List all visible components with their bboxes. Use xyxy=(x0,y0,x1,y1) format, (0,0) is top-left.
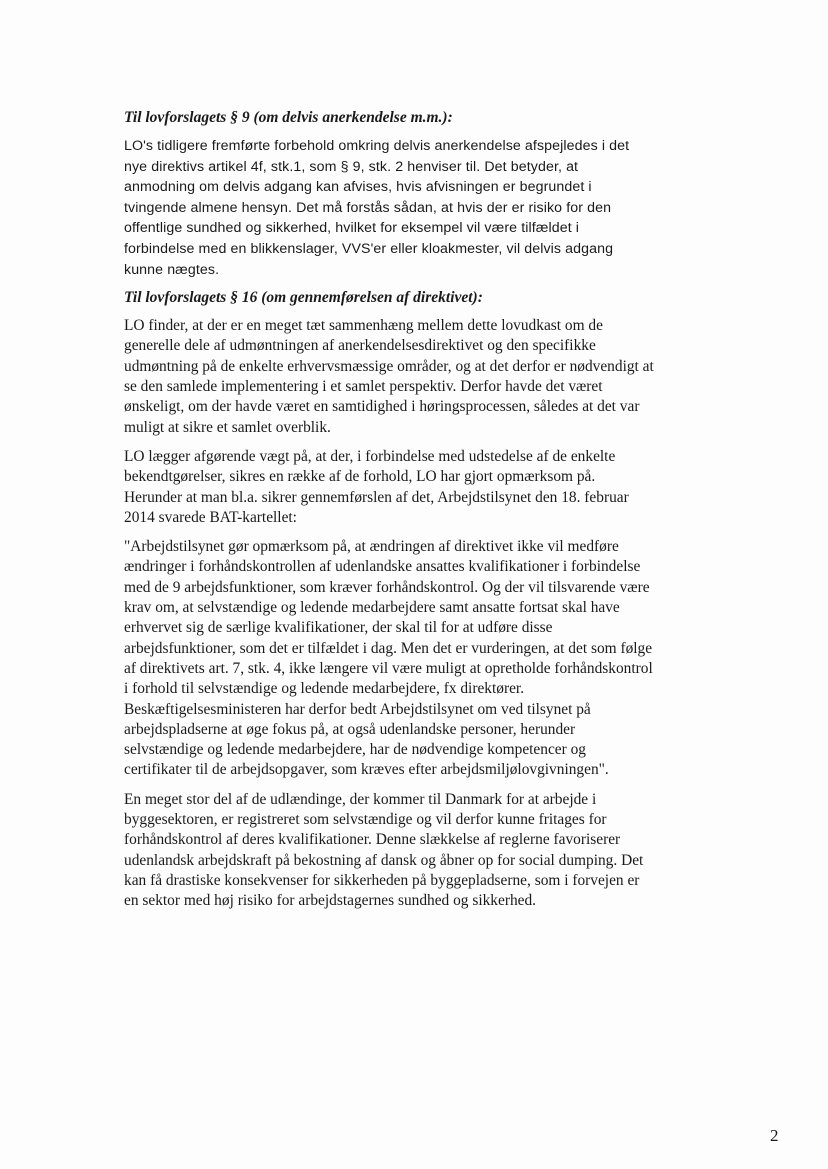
text-line: tvingende almene hensyn. Det må forstås sådan, at hvis der er risiko for den xyxy=(124,199,612,216)
text-line: ønskeligt, om der havde været en samtidighed i høringsprocessen, således at det var xyxy=(124,398,640,416)
text-line: krav om, at selvstændige og ledende medarbejdere samt ansatte fortsat skal have xyxy=(124,599,620,617)
text-line: 2014 svarede BAT-kartellet: xyxy=(124,508,297,526)
text-line: byggesektoren, er registreret som selvstændige og vil derfor kunne fritages for xyxy=(124,810,607,828)
paragraph-sammenhaeng xyxy=(124,316,706,438)
text-line: ændringer i forhåndskontrollen af udenlandske ansattes kvalifikationer i forbindelse xyxy=(124,558,641,576)
text-line: forhåndskontrol af deres kvalifikationer. Denne slækkelse af reglerne favoriserer xyxy=(124,831,621,849)
paragraph-afgoerende-vaegt xyxy=(124,447,706,528)
text-line: erhvervet sig de særlige kvalifikationer, der skal til for at udføre disse xyxy=(124,619,553,637)
paragraph-quote-arbejdstilsynet xyxy=(124,537,706,781)
text-line: muligt at sikre et samlet overblik. xyxy=(124,418,331,436)
text-line: En meget stor del af de udlændinge, der kommer til Danmark for at arbejde i xyxy=(124,790,597,808)
document-body xyxy=(124,108,706,911)
text-line: certifikater til de arbejdsopgaver, som kræves efter arbejdsmiljølovgivningen". xyxy=(124,761,609,779)
text-line: generelle dele af udmøntningen af anerkendelsesdirektivet og den specifikke xyxy=(124,337,596,355)
text-line: offentlige sundhed og sikkerhed, hvilket for eksempel vil være tilfældet i xyxy=(124,220,580,237)
text-line: arbejdsfunktioner, som det er tilfældet i dag. Men det er vurderingen, at det som følge xyxy=(124,639,653,657)
text-line: anmodning om delvis adgang kan afvises, hvis afvisningen er begrundet i xyxy=(124,179,592,196)
text-line: nye direktivs artikel 4f, stk.1, som § 9, stk. 2 henviser til. Det betyder, at xyxy=(124,158,579,175)
page-number: 2 xyxy=(770,1126,779,1145)
paragraph-udlaendinge xyxy=(124,790,706,912)
text-line: arbejdspladserne at øge fokus på, at også udenlandske personer, herunder xyxy=(124,720,576,738)
section-heading-9: Til lovforslagets § 9 (om delvis anerkendelse m.m.): xyxy=(124,109,453,126)
text-line: af direktivets art. 7, stk. 4, ikke længere vil være muligt at opretholde forhåndskontrol xyxy=(124,659,653,677)
text-line: kan få drastiske konsekvenser for sikkerheden på byggepladserne, som i forvejen er xyxy=(124,871,640,889)
text-line: se den samlede implementering i et samlet perspektiv. Derfor havde det været xyxy=(124,378,603,396)
text-line: "Arbejdstilsynet gør opmærksom på, at ændringen af direktivet ikke vil medføre xyxy=(124,538,619,556)
text-line: kunne nægtes. xyxy=(124,261,220,278)
text-line: udenlandsk arbejdskraft på bekostning af dansk og åbner op for social dumping. Det xyxy=(124,851,644,869)
text-line: udmøntning på de enkelte erhvervsmæssige områder, og at det derfor er nødvendigt at xyxy=(124,357,654,375)
text-line: LO finder, at der er en meget tæt sammenhæng mellem dette lovudkast om de xyxy=(124,317,603,335)
section-heading-16: Til lovforslagets § 16 (om gennemførelsen af direktivet): xyxy=(124,289,483,307)
paragraph-delvis-anerkendelse xyxy=(124,136,706,280)
text-line: med de 9 arbejdsfunktioner, som kræver forhåndskontrol. Og der vil tilsvarende være xyxy=(124,578,650,596)
text-line: i forhold til selvstændige og ledende medarbejdere, fx direktører. xyxy=(124,680,525,698)
text-line: LO's tidligere fremførte forbehold omkring delvis anerkendelse afspejledes i det xyxy=(124,138,630,154)
text-line: Beskæftigelsesministeren har derfor bedt Arbejdstilsynet om ved tilsynet på xyxy=(124,700,591,718)
text-line: Herunder at man bl.a. sikrer gennemførslen af det, Arbejdstilsynet den 18. februar xyxy=(124,488,629,506)
text-line: selvstændige og ledende medarbejdere, har de nødvendige kompetencer og xyxy=(124,741,586,759)
text-line: LO lægger afgørende vægt på, at der, i forbindelse med udstedelse af de enkelte xyxy=(124,447,616,465)
text-line: forbindelse med en blikkenslager, VVS'er eller kloakmester, vil delvis adgang xyxy=(124,240,614,257)
text-line: en sektor med høj risiko for arbejdstagernes sundhed og sikkerhed. xyxy=(124,892,537,910)
text-line: bekendtgørelser, sikres en række af de forhold, LO har gjort opmærksom på. xyxy=(124,468,596,486)
